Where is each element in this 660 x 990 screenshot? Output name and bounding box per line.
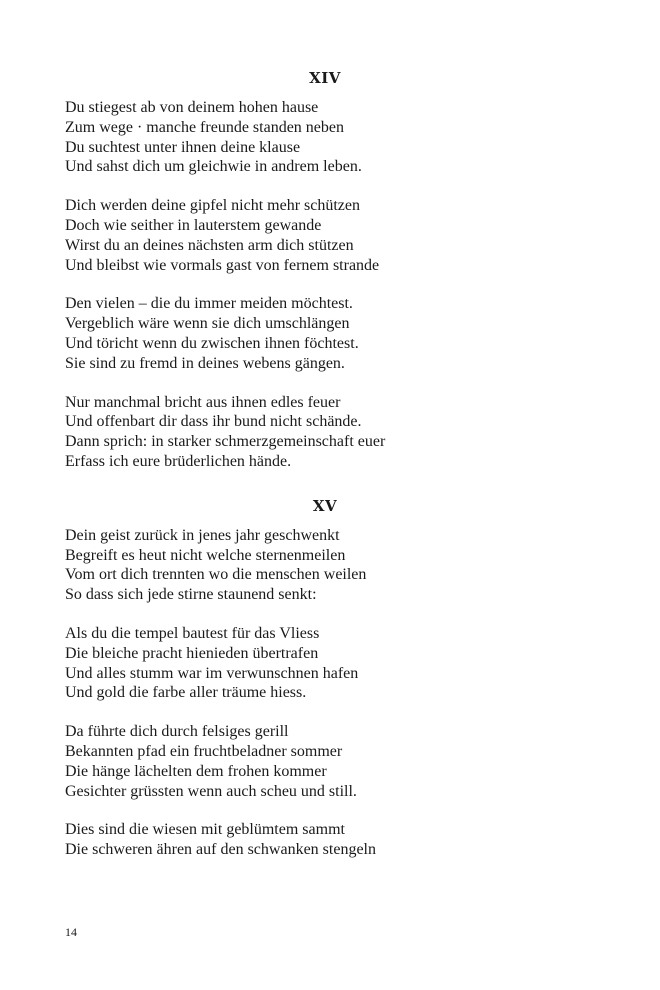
stanza bbox=[65, 294, 585, 373]
poem-title: XIV bbox=[309, 69, 341, 87]
verse-line: Und sahst dich um gleichwie in andrem leben. bbox=[65, 158, 362, 176]
verse-line: Vom ort dich trennten wo die menschen weilen bbox=[65, 566, 367, 584]
stanza bbox=[65, 820, 585, 860]
page-body bbox=[65, 68, 585, 860]
verse-line: Sie sind zu fremd in deines webens gängen. bbox=[65, 354, 345, 372]
verse-line: Begreift es heut nicht welche sternenmeilen bbox=[65, 546, 346, 564]
verse-line: Doch wie seither in lauterstem gewande bbox=[65, 216, 322, 234]
verse-line: Die schweren ähren auf den schwanken stengeln bbox=[65, 841, 376, 859]
verse-line: Wirst du an deines nächsten arm dich stützen bbox=[65, 236, 354, 254]
stanza bbox=[65, 624, 585, 703]
verse-line: Den vielen – die du immer meiden möchtest. bbox=[65, 295, 353, 313]
poem-xiv bbox=[65, 68, 585, 472]
stanza bbox=[65, 98, 585, 177]
page-number: 14 bbox=[65, 925, 77, 939]
verse-line: Dies sind die wiesen mit geblümtem sammt bbox=[65, 821, 345, 839]
stanza bbox=[65, 526, 585, 605]
verse-line: Du suchtest unter ihnen deine klause bbox=[65, 138, 301, 156]
verse-line: Als du die tempel bautest für das Vliess bbox=[65, 624, 320, 642]
poem-title: XV bbox=[312, 496, 338, 515]
verse-line: Und alles stumm war im verwunschnen hafen bbox=[65, 664, 359, 682]
verse-line: Dich werden deine gipfel nicht mehr schützen bbox=[65, 197, 360, 215]
verse-line: Die bleiche pracht hienieden übertrafen bbox=[65, 644, 319, 662]
verse-line: Und töricht wenn du zwischen ihnen föchtest. bbox=[65, 334, 359, 352]
verse-line: Und offenbart dir dass ihr bund nicht schände. bbox=[65, 413, 362, 431]
verse-line: Die hänge lächelten dem frohen kommer bbox=[65, 762, 327, 780]
verse-line: Da führte dich durch felsiges gerill bbox=[65, 723, 289, 741]
verse-line: Zum wege · manche freunde standen neben bbox=[65, 118, 344, 136]
verse-line: Du stiegest ab von deinem hohen hause bbox=[65, 99, 319, 116]
verse-line: Bekannten pfad ein fruchtbeladner sommer bbox=[65, 742, 343, 760]
verse-line: Und bleibst wie vormals gast von fernem strande bbox=[65, 256, 380, 274]
stanza bbox=[65, 722, 585, 801]
verse-line: So dass sich jede stirne staunend senkt: bbox=[65, 586, 317, 604]
verse-line: Erfass ich eure brüderlichen hände. bbox=[65, 452, 292, 470]
verse-line: Nur manchmal bricht aus ihnen edles feuer bbox=[65, 393, 341, 411]
stanza bbox=[65, 393, 585, 472]
verse-line: Gesichter grüssten wenn auch scheu und still. bbox=[65, 782, 357, 800]
verse-line: Dann sprich: in starker schmerzgemeinschaft euer bbox=[65, 433, 386, 451]
poem-xv bbox=[65, 496, 585, 860]
verse-line: Und gold die farbe aller träume hiess. bbox=[65, 684, 307, 702]
verse-line: Vergeblich wäre wenn sie dich umschlängen bbox=[65, 315, 350, 333]
stanza bbox=[65, 196, 585, 275]
verse-line: Dein geist zurück in jenes jahr geschwenkt bbox=[65, 526, 340, 544]
